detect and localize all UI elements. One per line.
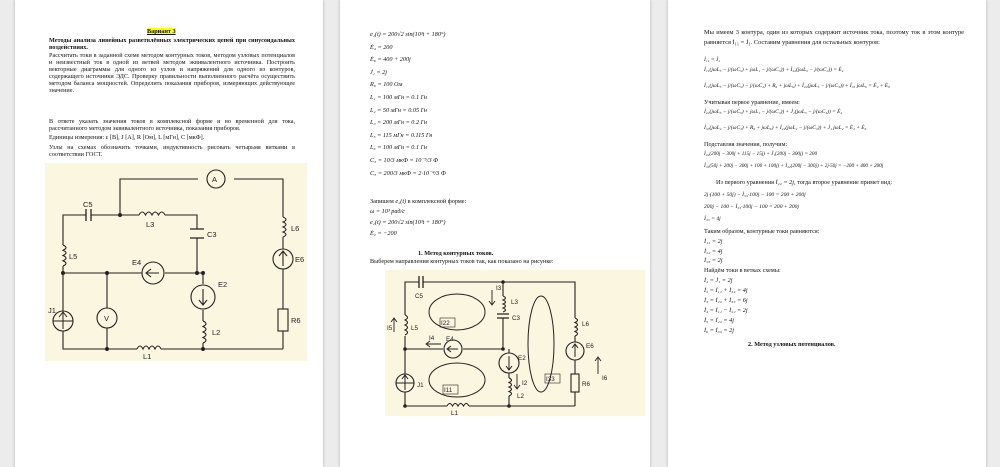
- label-l3: L3: [146, 220, 155, 229]
- label2-e4: E4: [446, 336, 454, 343]
- branch-current-line: İ₄ = İ₁₁ − İ₂₂ = 2j: [704, 306, 748, 314]
- parameter-line: L₁ = 100 мГн = 0.1 Гн: [370, 94, 427, 101]
- label2-c5: C5: [415, 293, 424, 300]
- text-branch-title: Найдём токи в ветках схемы:: [704, 266, 781, 274]
- method-title: 1. Метод контурных токов.: [418, 250, 494, 257]
- parameter-line: Ė₆ = 400 + 200j: [370, 56, 411, 64]
- parameter-line: J̇₁ = 2j: [370, 68, 387, 76]
- parameter-line: L₆ = 100 мГн = 0.1 Гн: [370, 144, 427, 152]
- label-c3: C3: [207, 230, 217, 239]
- document-page-2: [340, 0, 650, 467]
- parameter-line: L₃ = 200 мГн = 0.2 Гн: [370, 119, 427, 127]
- label2-l1: L1: [451, 410, 459, 416]
- label2-i6: I6: [602, 375, 608, 382]
- text-loop-currents: Таким образом, контурные токи равняются:: [704, 228, 820, 235]
- equation-line: İ₃₃(50j + 200j − 300j + 100 + 100j) + İ₂₂(200j − 300j) + 2j·50j = −200 + 400 + 200j: [704, 163, 884, 169]
- label2-l6: L6: [582, 321, 590, 328]
- label2-i5: I5: [387, 325, 393, 332]
- complex-intro: Запишем e₂(t) в комплексной форме:: [370, 198, 467, 205]
- document-page-1: [15, 0, 323, 467]
- label-l2: L2: [212, 328, 221, 337]
- parameter-line: C₅ = 200/3 мкФ = 2·10⁻⁴/3 Ф: [370, 169, 446, 177]
- label2-i4: I4: [429, 335, 435, 342]
- task-paragraph-4: Узлы на схемах обозначить точками, индуктивность рисовать четырьмя витками в соответствии ГОСТ.: [49, 144, 295, 159]
- diagram-background: [45, 163, 307, 361]
- equation-line: İ₁₁(jωL₅ − j/(ωC₅) − j/(ωC₃) + R₆ + jωL₆) + İ₂₂(jωL₅ − j/(ωC₃)) + İ₃₃ jωL₆ = Ė₂ + Ė₆: [704, 83, 890, 89]
- equation-line: İ₁₁ = J̇₁: [704, 57, 721, 63]
- label-r6: R6: [291, 316, 301, 325]
- variant-title: Вариант 3: [147, 28, 176, 35]
- section-2-title: 2. Метод узловых потенциалов.: [748, 340, 836, 348]
- label2-i2: I2: [522, 380, 528, 387]
- parameter-line: L₂ = 50 мГн = 0.05 Гн: [370, 106, 427, 114]
- loop-current-line: İ₃₃ = 2j: [704, 257, 723, 264]
- label2-e2: E2: [518, 355, 526, 362]
- label-ammeter: A: [212, 175, 218, 184]
- label2-r6: R6: [582, 381, 591, 388]
- method-text: Выберем направления контурных токов так, как показано на рисунке:: [370, 258, 554, 265]
- branch-current-line: İ₅ = İ₂₂ = 4j: [704, 316, 734, 324]
- label2-l3: L3: [511, 299, 519, 306]
- equation-line: İ₂₂(jωL₅ − j/(ωC₅) + jωL₁ − j/(ωC₃)) + J̇₁(jωL₅ − j/(ωC₃)) = Ė₄: [704, 109, 843, 115]
- label2-i33: I33: [546, 376, 555, 383]
- label2-i22: I22: [441, 320, 450, 327]
- equation-line: İ₂₂(200j − 300j + 115j − 15j) + J̇₁(200j − 300j) = 200: [704, 151, 818, 157]
- complex-line: ω = 10³ рад/с: [370, 208, 406, 215]
- label-e4: E4: [132, 258, 142, 267]
- task-heading: Методы анализа линейных разветвлённых электрических цепей при синусоидальных воздействиях.: [49, 37, 295, 52]
- label2-i11: I11: [444, 387, 453, 394]
- parameter-line: C₃ = 10/3 мкФ = 10⁻⁵/3 Ф: [370, 157, 439, 164]
- text-substitute: Подставляя значения, получим:: [704, 141, 788, 148]
- label2-c3: C3: [512, 315, 521, 322]
- circuit-diagram-2: [385, 270, 645, 416]
- label2-e6: E6: [586, 343, 594, 350]
- circuit-diagram-1: [45, 163, 307, 361]
- equation-line: İ₃₃ = 4j: [704, 216, 721, 222]
- label-e2: E2: [218, 280, 228, 289]
- text-from-first: Из первого уравнения İ₂₂ = 2j, тогда второе уравнение примет вид:: [716, 179, 893, 186]
- complex-line: Ė₂ = −200: [370, 230, 397, 237]
- equation-line: İ₃₃(jωL₂ − j/(ωC₃) + R₆ + jωL₆) + İ₂₂(jωL₂ − j/(ωC₃)) + J̇₁ jωL₂ = Ė₂ + Ė₆: [704, 125, 867, 131]
- branch-current-line: İ₂ = İ₁₁ + İ₃₃ = 4j: [704, 286, 748, 294]
- diagram-background: [385, 270, 645, 416]
- task-paragraph-3: Единицы измерения: ε [В], J [А], R [Ом], L [мГн], C [мкФ].: [49, 134, 205, 141]
- label-l1: L1: [143, 352, 152, 361]
- parameter-line: Ė₄ = 200: [370, 43, 393, 51]
- complex-line: e₂(t) = 200√2 sin(10³t + 180°): [370, 219, 446, 226]
- label2-j1: J1: [417, 382, 424, 389]
- parameter-line: e₂(t) = 200√2 sin(10³t + 180°): [370, 31, 446, 38]
- task-paragraph-2: В ответе указать значения токов в комплексной форме и во временной для тока, рассчитанного методом эквивалентного источника, показания приборов.: [49, 118, 295, 133]
- text-given-first: Учитывая первое уравнение, имеем:: [704, 99, 800, 106]
- parameter-line: L₅ = 115 мГн = 0.115 Гн: [370, 131, 433, 139]
- label2-i3: I3: [496, 285, 502, 292]
- equation-line: 200j − 100 − İ₃₃·100j − 100 = 200 + 200j: [704, 204, 800, 210]
- label-voltmeter: V: [104, 314, 110, 323]
- branch-current-line: İ₁ = J̇₁ = 2j: [704, 276, 733, 284]
- label-l5: L5: [69, 252, 78, 261]
- loop-current-line: İ₁₁ = 2j: [704, 238, 723, 245]
- label-c5: C5: [83, 200, 93, 209]
- loop-current-line: İ₂₂ = 4j: [704, 247, 723, 255]
- equation-line: İ₁₁(jωL₅ − j/(ωC₅) + jωL₁ − j/(ωC₃)) + İ₂₂(jωL₅ − j/(ωC₃)) = Ė₄: [704, 67, 844, 73]
- label-l6: L6: [291, 224, 300, 233]
- label2-l5: L5: [411, 325, 419, 332]
- task-paragraph-1: Рассчитать токи в заданной схеме методом контурных токов, методом узловых потенциалов и неизвестный ток в одной из ветвей методом эквивалентного источника. Построить векторные диаграммы для одного из узлов и напряжений для одного из контуров, содержащего источники ЭДС. Проверку правильности выполненного расчёта осуществить методом баланса мощностей. Определить показания приборов, измеряющих действующее значение.: [49, 52, 295, 95]
- label-e6: E6: [295, 255, 305, 264]
- parameter-line: R₆ = 100 Ом: [370, 81, 403, 89]
- document-page-3: [668, 0, 986, 467]
- label2-l2: L2: [517, 393, 525, 400]
- label-j1: J1: [48, 306, 56, 315]
- equation-line: 2j·(100 + 50j) − İ₃₃·100j − 100 = 200 + 200j: [704, 192, 806, 198]
- intro-text: Мы имеем 3 контура, один из которых содержит источник тока, поэтому ток в этом контуре равняется İ₁₁ = J̇₁. Составим уравнения для остальных контуров:: [704, 29, 964, 46]
- branch-current-line: İ₆ = İ₃₃ = 2j: [704, 326, 734, 334]
- branch-current-line: İ₃ = İ₂₂ + İ₃₃ = 6j: [704, 296, 748, 304]
